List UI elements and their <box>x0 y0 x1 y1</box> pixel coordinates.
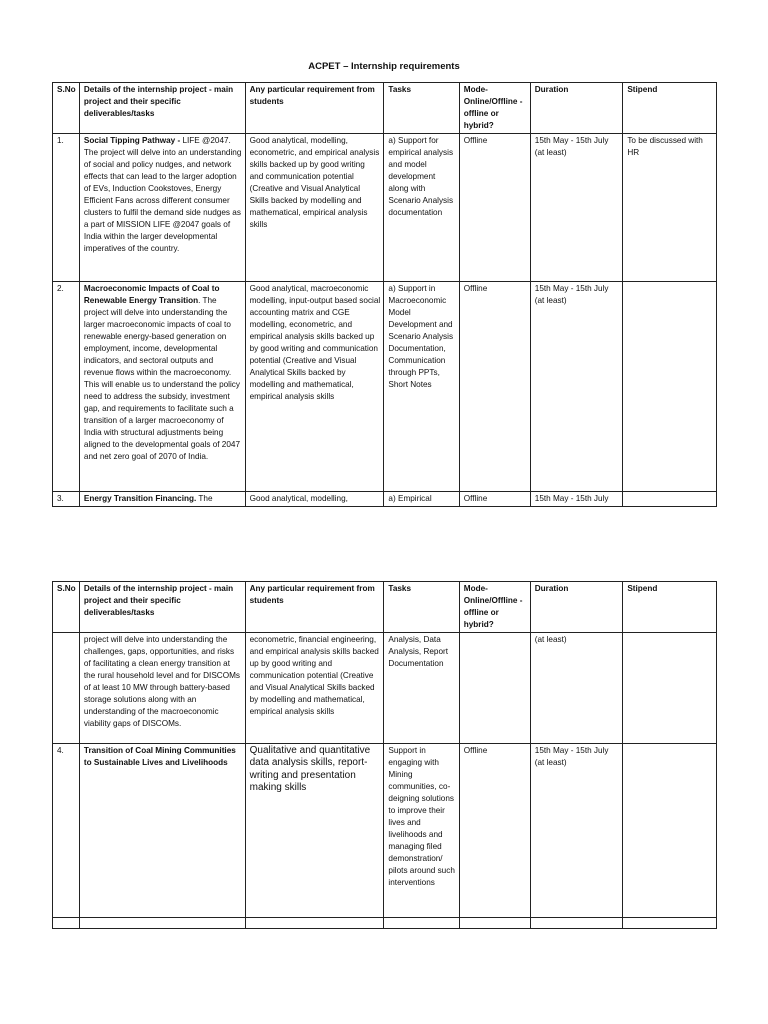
header-tasks: Tasks <box>384 582 459 633</box>
empty-cell <box>79 918 245 929</box>
header-requirement: Any particular requirement from students <box>245 582 384 633</box>
row-sno: 1. <box>53 134 80 282</box>
header-row <box>53 83 717 134</box>
header-mode: Mode- Online/Offline - offline or hybrid? <box>459 582 530 633</box>
empty-cell <box>530 918 623 929</box>
project-name: Macroeconomic Impacts of Coal to Renewable Energy Transition <box>83 284 220 305</box>
requirements-table-page-2 <box>52 581 717 929</box>
project-name: Energy Transition Financing. <box>83 494 197 503</box>
row-tasks: Support in engaging with Mining communities, co-deigning solutions to improve their lives and livelihoods and managing filed demonstration/ pilots around such interventions <box>384 744 459 918</box>
row-details <box>79 492 245 507</box>
header-sno: S.No <box>53 582 80 633</box>
empty-cell <box>384 918 459 929</box>
project-name: Social Tipping Pathway - <box>83 136 183 145</box>
row-duration: 15th May - 15th July (at least) <box>530 282 623 492</box>
row-mode: Offline <box>459 282 530 492</box>
row-stipend <box>623 492 717 507</box>
empty-cell <box>53 918 80 929</box>
empty-cell <box>245 918 384 929</box>
row-tasks: a) Support in Macroeconomic Model Development and Scenario Analysis Documentation, Communication through PPTs, Short Notes <box>384 282 459 492</box>
row-tasks: Analysis, Data Analysis, Report Documentation <box>384 633 459 744</box>
header-sno: S.No <box>53 83 80 134</box>
row-requirement: Good analytical, modelling, <box>245 492 384 507</box>
header-row <box>53 582 717 633</box>
project-description: . The project will delve into understanding the larger macroeconomic impacts of coal to renewable energy-based generation on employment, income, developmental indicators, and sectoral outputs and revenue flows within the macroeconomy. This will enable us to understand the policy need to address the subsidy, investment gap, and requirements to facilitate such a transition of a larger macroeconomy of India with structural adjustments being aligned to the developmental goals of 2047 and net zero goal of 2070 of India. <box>83 296 241 461</box>
header-stipend: Stipend <box>623 83 717 134</box>
project-description: LIFE @2047. The project will delve into an understanding of social and policy nudges, and network effects that can lead to the larger adoption of EVs, Induction Cookstoves, Energy Efficient Fans across different consumer clusters to fulfil the demand side nudges as a part of MISSION LIFE @2047 goals of India within the larger developmental imperatives of the country. <box>83 136 242 253</box>
empty-cell <box>623 918 717 929</box>
row-duration: 15th May - 15th July <box>530 492 623 507</box>
header-duration: Duration <box>530 83 623 134</box>
row-mode: Offline <box>459 134 530 282</box>
header-mode: Mode- Online/Offline - offline or hybrid? <box>459 83 530 134</box>
row-sno: 4. <box>53 744 80 918</box>
table-row <box>53 492 717 507</box>
row-details <box>79 744 245 918</box>
row-mode <box>459 633 530 744</box>
row-mode: Offline <box>459 492 530 507</box>
row-details: project will delve into understanding the challenges, gaps, opportunities, and risks of facilitating a clean energy transition at the rural household level and for DISCOMs of at least 10 MW through battery-based storage solutions along with an understanding of the macroeconomic viability gaps of DISCOMs. <box>79 633 245 744</box>
row-sno: 3. <box>53 492 80 507</box>
row-sno <box>53 633 80 744</box>
project-description: The <box>196 494 213 503</box>
document-title: ACPET – Internship requirements <box>308 61 460 72</box>
header-details: Details of the internship project - main project and their specific deliverables/tasks <box>79 582 245 633</box>
row-duration: 15th May - 15th July (at least) <box>530 744 623 918</box>
table-row <box>53 282 717 492</box>
header-stipend: Stipend <box>623 582 717 633</box>
header-duration: Duration <box>530 582 623 633</box>
row-details <box>79 134 245 282</box>
table-row <box>53 633 717 744</box>
project-name: Transition of Coal Mining Communities to Sustainable Lives and Livelihoods <box>83 746 236 767</box>
empty-cell <box>459 918 530 929</box>
row-stipend: To be discussed with HR <box>623 134 717 282</box>
row-mode: Offline <box>459 744 530 918</box>
empty-row <box>53 918 717 929</box>
row-sno: 2. <box>53 282 80 492</box>
row-duration: (at least) <box>530 633 623 744</box>
row-requirement: Qualitative and quantitative data analysis skills, report-writing and presentation making skills <box>245 744 384 918</box>
row-stipend <box>623 744 717 918</box>
row-requirement: Good analytical, modelling, econometric, and empirical analysis skills backed up by good writing and communication potential (Creative and Visual Analytical Skills backed by modelling and mathematical, empirical analysis skills <box>245 134 384 282</box>
header-requirement: Any particular requirement from students <box>245 83 384 134</box>
header-tasks: Tasks <box>384 83 459 134</box>
row-tasks: a) Empirical <box>384 492 459 507</box>
row-requirement: econometric, financial engineering, and empirical analysis skills backed up by good writing and communication potential (Creative and Visual Analytical Skills backed by modelling and mathematical, empirical analysis skills <box>245 633 384 744</box>
row-stipend <box>623 282 717 492</box>
header-details: Details of the internship project - main project and their specific deliverables/tasks <box>79 83 245 134</box>
row-requirement: Good analytical, macroeconomic modelling, input-output based social accounting matrix and CGE modelling, econometric, and empirical analysis skills backed up by good writing and communication potential (Creative and Visual Analytical Skills backed by modelling and mathematical, empirical analysis skills <box>245 282 384 492</box>
row-details <box>79 282 245 492</box>
row-duration: 15th May - 15th July (at least) <box>530 134 623 282</box>
table-row <box>53 134 717 282</box>
table-row <box>53 744 717 918</box>
requirements-table-page-1 <box>52 82 717 507</box>
row-tasks: a) Support for empirical analysis and model development along with Scenario Analysis documentation <box>384 134 459 282</box>
row-stipend <box>623 633 717 744</box>
